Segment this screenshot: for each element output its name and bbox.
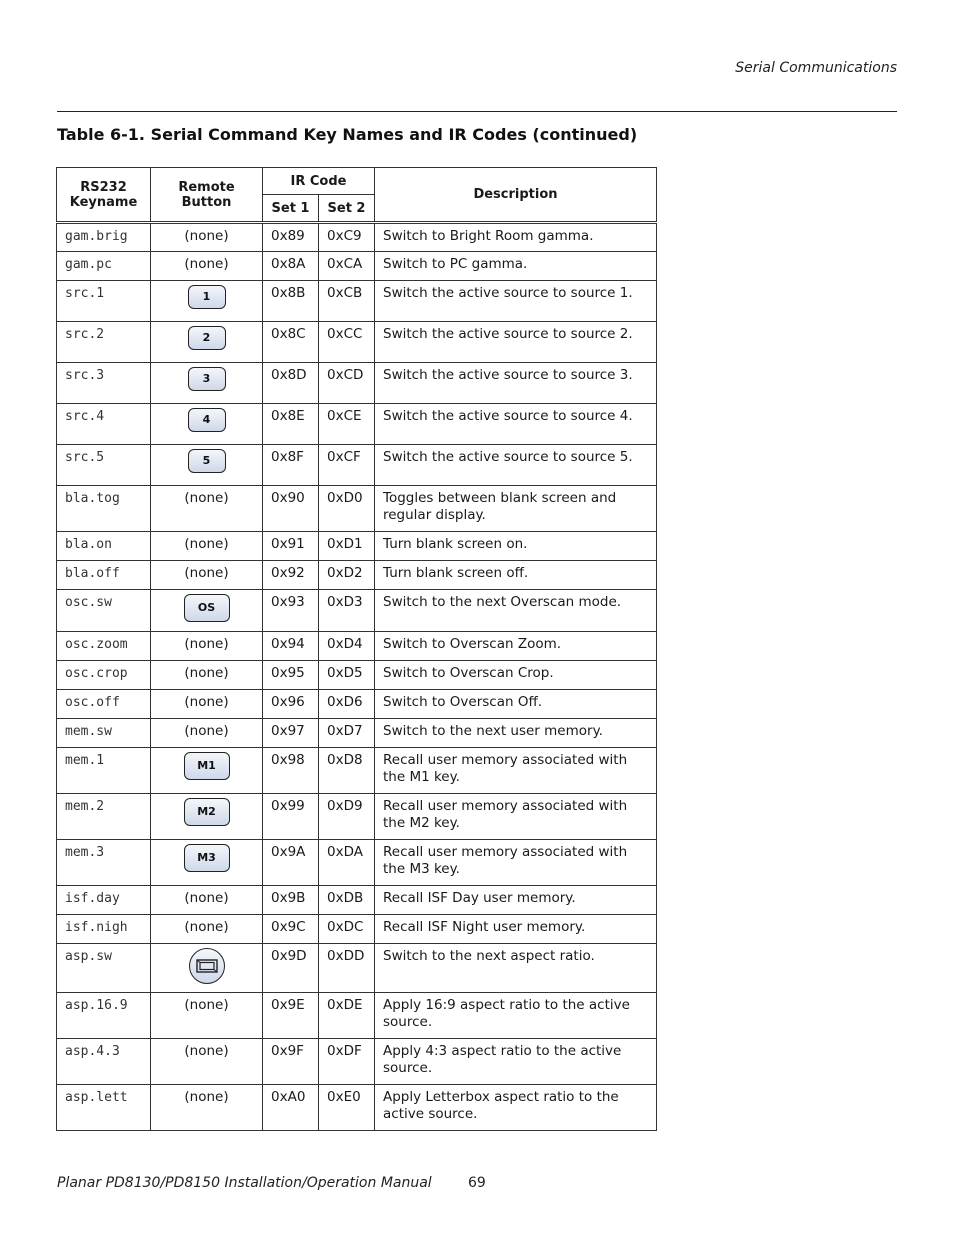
ir-code-set2: 0xE0: [319, 1085, 375, 1131]
ir-code-set2: 0xD4: [319, 632, 375, 661]
remote-button-cell: (none): [151, 993, 263, 1039]
description: Switch the active source to source 5.: [375, 445, 657, 486]
description: Recall ISF Night user memory.: [375, 915, 657, 944]
ir-code-set1: 0x8A: [263, 252, 319, 281]
ir-code-set2: 0xD6: [319, 690, 375, 719]
rs232-keyname: mem.sw: [57, 719, 151, 748]
ir-code-set1: 0x8D: [263, 363, 319, 404]
description: Toggles between blank screen and regular display.: [375, 486, 657, 532]
rs232-keyname: isf.day: [57, 886, 151, 915]
rs232-keyname: asp.sw: [57, 944, 151, 993]
remote-button-cell: (none): [151, 532, 263, 561]
remote-button-cell: [151, 944, 263, 993]
running-head: Serial Communications: [735, 60, 897, 76]
remote-button-cell: [151, 404, 263, 445]
table-row: [57, 794, 657, 840]
ir-code-set1: 0x90: [263, 486, 319, 532]
rs232-keyname: gam.pc: [57, 252, 151, 281]
table-row: [57, 281, 657, 322]
table-row: [57, 886, 657, 915]
remote-button-cell: (none): [151, 1039, 263, 1085]
remote-key-icon: 2: [188, 326, 226, 350]
remote-key-icon: 1: [188, 285, 226, 309]
rs232-keyname: mem.3: [57, 840, 151, 886]
header-rule: [57, 111, 897, 112]
remote-button-cell: [151, 322, 263, 363]
ir-code-set2: 0xDF: [319, 1039, 375, 1085]
ir-code-set1: 0x8E: [263, 404, 319, 445]
remote-button-cell: (none): [151, 661, 263, 690]
ir-code-set2: 0xCE: [319, 404, 375, 445]
rs232-keyname: src.1: [57, 281, 151, 322]
ir-code-set2: 0xD7: [319, 719, 375, 748]
table-row: [57, 486, 657, 532]
header-set1: Set 1: [263, 195, 319, 223]
rs232-keyname: bla.off: [57, 561, 151, 590]
ir-code-set2: 0xD3: [319, 590, 375, 632]
remote-button-cell: [151, 840, 263, 886]
remote-button-cell: (none): [151, 690, 263, 719]
remote-key-icon: 3: [188, 367, 226, 391]
description: Apply Letterbox aspect ratio to the active source.: [375, 1085, 657, 1131]
remote-key-icon: OS: [184, 594, 230, 622]
remote-button-cell: [151, 363, 263, 404]
table-row: [57, 561, 657, 590]
ir-code-set2: 0xDC: [319, 915, 375, 944]
description: Turn blank screen off.: [375, 561, 657, 590]
rs232-keyname: asp.4.3: [57, 1039, 151, 1085]
ir-code-set2: 0xCC: [319, 322, 375, 363]
remote-key-icon: M2: [184, 798, 230, 826]
table-row: [57, 993, 657, 1039]
ir-code-set2: 0xCD: [319, 363, 375, 404]
description: Apply 4:3 aspect ratio to the active source.: [375, 1039, 657, 1085]
table-row: [57, 661, 657, 690]
rs232-keyname: bla.tog: [57, 486, 151, 532]
ir-code-set2: 0xD0: [319, 486, 375, 532]
rs232-keyname: asp.16.9: [57, 993, 151, 1039]
description: Switch the active source to source 1.: [375, 281, 657, 322]
remote-button-cell: [151, 590, 263, 632]
table-row: [57, 944, 657, 993]
remote-button-cell: (none): [151, 886, 263, 915]
ir-code-set2: 0xCA: [319, 252, 375, 281]
rs232-keyname: osc.sw: [57, 590, 151, 632]
description: Switch to the next Overscan mode.: [375, 590, 657, 632]
table-row: [57, 363, 657, 404]
remote-key-icon: M3: [184, 844, 230, 872]
remote-key-icon: M1: [184, 752, 230, 780]
rs232-keyname: asp.lett: [57, 1085, 151, 1131]
page-number: 69: [468, 1175, 486, 1191]
rs232-keyname: mem.2: [57, 794, 151, 840]
rs232-keyname: src.5: [57, 445, 151, 486]
remote-button-cell: (none): [151, 223, 263, 252]
table-row: [57, 840, 657, 886]
ir-code-set1: 0x8F: [263, 445, 319, 486]
ir-code-set2: 0xD1: [319, 532, 375, 561]
ir-code-set2: 0xCF: [319, 445, 375, 486]
description: Switch to Overscan Crop.: [375, 661, 657, 690]
table-row: [57, 322, 657, 363]
aspect-ratio-icon: [189, 948, 225, 984]
rs232-keyname: osc.off: [57, 690, 151, 719]
rs232-keyname: bla.on: [57, 532, 151, 561]
rs232-keyname: osc.zoom: [57, 632, 151, 661]
header-ir-code: IR Code: [263, 168, 375, 195]
remote-button-cell: (none): [151, 1085, 263, 1131]
remote-button-cell: (none): [151, 252, 263, 281]
ir-code-set1: 0x94: [263, 632, 319, 661]
ir-code-set1: 0x99: [263, 794, 319, 840]
description: Switch to Overscan Zoom.: [375, 632, 657, 661]
rs232-keyname: src.3: [57, 363, 151, 404]
ir-code-set1: 0x89: [263, 223, 319, 252]
description: Recall user memory associated with the M1 key.: [375, 748, 657, 794]
table-title: Table 6-1. Serial Command Key Names and IR Codes (continued): [57, 125, 638, 144]
table-row: [57, 445, 657, 486]
ir-code-set1: 0x97: [263, 719, 319, 748]
rs232-keyname: osc.crop: [57, 661, 151, 690]
remote-button-cell: (none): [151, 486, 263, 532]
rs232-keyname: mem.1: [57, 748, 151, 794]
ir-code-set1: 0x9A: [263, 840, 319, 886]
ir-code-set1: 0x95: [263, 661, 319, 690]
description: Turn blank screen on.: [375, 532, 657, 561]
ir-code-set2: 0xC9: [319, 223, 375, 252]
ir-code-set1: 0x9B: [263, 886, 319, 915]
description: Recall ISF Day user memory.: [375, 886, 657, 915]
ir-code-set1: 0x9E: [263, 993, 319, 1039]
description: Apply 16:9 aspect ratio to the active source.: [375, 993, 657, 1039]
ir-code-set1: 0x96: [263, 690, 319, 719]
table-row: [57, 223, 657, 252]
description: Switch to the next aspect ratio.: [375, 944, 657, 993]
ir-code-set1: 0x91: [263, 532, 319, 561]
header-description: Description: [375, 168, 657, 223]
ir-code-set1: 0x92: [263, 561, 319, 590]
table-row: [57, 915, 657, 944]
rs232-keyname: isf.nigh: [57, 915, 151, 944]
table-row: [57, 252, 657, 281]
ir-code-set1: 0xA0: [263, 1085, 319, 1131]
remote-button-cell: [151, 748, 263, 794]
remote-button-cell: [151, 445, 263, 486]
rs232-keyname: gam.brig: [57, 223, 151, 252]
ir-code-set1: 0x98: [263, 748, 319, 794]
footer-manual-title: Planar PD8130/PD8150 Installation/Operation Manual: [57, 1175, 432, 1191]
header-set2: Set 2: [319, 195, 375, 223]
remote-button-cell: [151, 281, 263, 322]
description: Recall user memory associated with the M2 key.: [375, 794, 657, 840]
ir-code-set2: 0xD2: [319, 561, 375, 590]
ir-code-set2: 0xDB: [319, 886, 375, 915]
table-row: [57, 632, 657, 661]
ir-code-set2: 0xDA: [319, 840, 375, 886]
remote-button-cell: (none): [151, 719, 263, 748]
description: Switch to the next user memory.: [375, 719, 657, 748]
ir-code-set2: 0xCB: [319, 281, 375, 322]
rs232-keyname: src.4: [57, 404, 151, 445]
remote-key-icon: 4: [188, 408, 226, 432]
ir-code-set2: 0xD5: [319, 661, 375, 690]
ir-code-set1: 0x9F: [263, 1039, 319, 1085]
remote-key-icon: 5: [188, 449, 226, 473]
description: Switch to Overscan Off.: [375, 690, 657, 719]
header-keyname: RS232 Keyname: [57, 168, 151, 223]
remote-button-cell: (none): [151, 561, 263, 590]
command-table: [56, 167, 657, 1131]
ir-code-set1: 0x8C: [263, 322, 319, 363]
remote-button-cell: (none): [151, 915, 263, 944]
ir-code-set2: 0xDE: [319, 993, 375, 1039]
ir-code-set1: 0x9C: [263, 915, 319, 944]
table-row: [57, 404, 657, 445]
table-row: [57, 1039, 657, 1085]
description: Switch to Bright Room gamma.: [375, 223, 657, 252]
description: Switch to PC gamma.: [375, 252, 657, 281]
remote-button-cell: [151, 794, 263, 840]
description: Recall user memory associated with the M3 key.: [375, 840, 657, 886]
table-row: [57, 748, 657, 794]
table-row: [57, 690, 657, 719]
rs232-keyname: src.2: [57, 322, 151, 363]
ir-code-set2: 0xDD: [319, 944, 375, 993]
header-remote-button: Remote Button: [151, 168, 263, 223]
description: Switch the active source to source 3.: [375, 363, 657, 404]
table-row: [57, 590, 657, 632]
table-row: [57, 1085, 657, 1131]
description: Switch the active source to source 2.: [375, 322, 657, 363]
table-row: [57, 719, 657, 748]
ir-code-set1: 0x8B: [263, 281, 319, 322]
description: Switch the active source to source 4.: [375, 404, 657, 445]
ir-code-set2: 0xD9: [319, 794, 375, 840]
ir-code-set2: 0xD8: [319, 748, 375, 794]
remote-button-cell: (none): [151, 632, 263, 661]
table-row: [57, 532, 657, 561]
ir-code-set1: 0x93: [263, 590, 319, 632]
ir-code-set1: 0x9D: [263, 944, 319, 993]
table-body: [57, 223, 657, 1131]
